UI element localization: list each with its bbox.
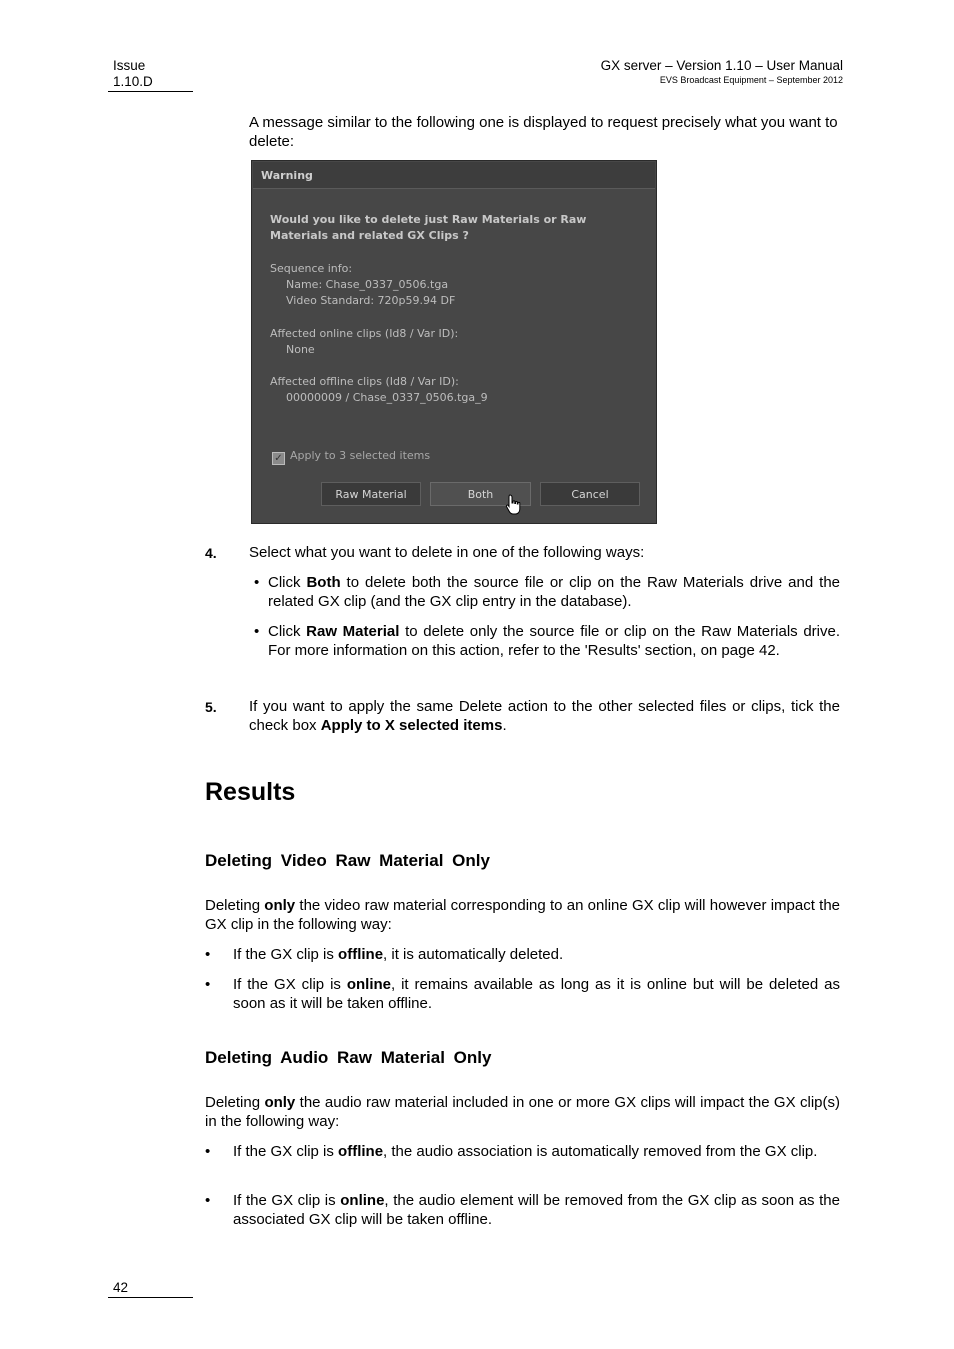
video-bullet-online: If the GX clip is online, it remains available as long as it is online but will be deleted as soon as it will be taken offline. bbox=[233, 976, 840, 1012]
audio-paragraph: Deleting only the audio raw material included in one or more GX clips will impact the GX clip(s) in the following way: bbox=[205, 1094, 840, 1130]
header-title-block bbox=[601, 58, 843, 86]
intro-paragraph: A message similar to the following one is displayed to request precisely what you want to delete: bbox=[249, 114, 838, 150]
sequence-info bbox=[270, 261, 455, 309]
bullet-icon: • bbox=[254, 574, 260, 591]
step-4-bullet-both: Click Both to delete both the source file or clip on the Raw Materials drive and the related GX clip (and the GX clip entry in the database). bbox=[268, 574, 841, 610]
header-issue bbox=[113, 58, 153, 90]
step-5-number: 5. bbox=[205, 699, 217, 715]
issue-number: 1.10.D bbox=[113, 74, 153, 89]
results-heading: Results bbox=[205, 778, 296, 806]
offline-clips-label: Affected offline clips (Id8 / Var ID): bbox=[270, 375, 459, 388]
sequence-name: Name: Chase_0337_0506.tga bbox=[286, 278, 449, 291]
manual-title: GX server – Version 1.10 – User Manual bbox=[600, 58, 843, 73]
apply-selected-checkbox[interactable] bbox=[272, 449, 430, 465]
bullet-icon: • bbox=[254, 623, 260, 640]
manual-subtitle: EVS Broadcast Equipment – September 2012 bbox=[659, 75, 843, 85]
dialog-question bbox=[270, 212, 640, 244]
step-4-text: Select what you want to delete in one of the following ways: bbox=[249, 544, 645, 561]
video-heading: Deleting Video Raw Material Only bbox=[205, 851, 490, 870]
question-line-2: Materials and related GX Clips ? bbox=[270, 229, 469, 242]
video-bullet-offline: If the GX clip is offline, it is automatically deleted. bbox=[233, 946, 564, 963]
audio-heading: Deleting Audio Raw Material Only bbox=[205, 1048, 492, 1067]
both-button[interactable]: Both bbox=[430, 482, 531, 506]
footer-rule bbox=[108, 1297, 193, 1298]
checkbox-check-icon[interactable]: ✓ bbox=[272, 452, 285, 465]
cancel-button[interactable]: Cancel bbox=[540, 482, 640, 506]
step-5-text: If you want to apply the same Delete action to the other selected files or clips, tick the check box Apply to X selected items. bbox=[249, 698, 840, 734]
online-clips-value: None bbox=[286, 343, 315, 356]
bullet-icon: • bbox=[205, 946, 211, 963]
warning-dialog bbox=[251, 160, 657, 524]
audio-bullet-online: If the GX clip is online, the audio element will be removed from the GX clip as soon as the associated GX clip will be taken offline. bbox=[233, 1192, 840, 1228]
bullet-icon: • bbox=[205, 976, 211, 993]
online-clips-info bbox=[270, 326, 458, 358]
checkbox-label: Apply to 3 selected items bbox=[290, 449, 431, 462]
bullet-icon: • bbox=[205, 1143, 211, 1160]
sequence-video-standard: Video Standard: 720p59.94 DF bbox=[286, 294, 456, 307]
dialog-title: Warning bbox=[253, 162, 655, 189]
page-number: 42 bbox=[113, 1280, 129, 1295]
online-clips-label: Affected online clips (Id8 / Var ID): bbox=[270, 327, 459, 340]
raw-material-button[interactable]: Raw Material bbox=[321, 482, 421, 506]
question-line-1: Would you like to delete just Raw Materials or Raw bbox=[270, 213, 587, 226]
issue-label: Issue bbox=[113, 58, 146, 73]
offline-clips-value: 00000009 / Chase_0337_0506.tga_9 bbox=[286, 391, 488, 404]
video-paragraph: Deleting only the video raw material corresponding to an online GX clip will however impact the GX clip in the following way: bbox=[205, 897, 840, 933]
header-rule bbox=[108, 91, 193, 92]
sequence-label: Sequence info: bbox=[270, 262, 353, 275]
offline-clips-info bbox=[270, 374, 488, 406]
step-4-bullet-raw: Click Raw Material to delete only the source file or clip on the Raw Materials drive. For more information on this action, refer to the 'Results' section, on page 42. bbox=[268, 623, 840, 659]
audio-bullet-offline: If the GX clip is offline, the audio association is automatically removed from the GX clip. bbox=[233, 1143, 818, 1160]
bullet-icon: • bbox=[205, 1192, 211, 1209]
step-4-number: 4. bbox=[205, 545, 217, 561]
hand-cursor-icon bbox=[505, 494, 523, 516]
